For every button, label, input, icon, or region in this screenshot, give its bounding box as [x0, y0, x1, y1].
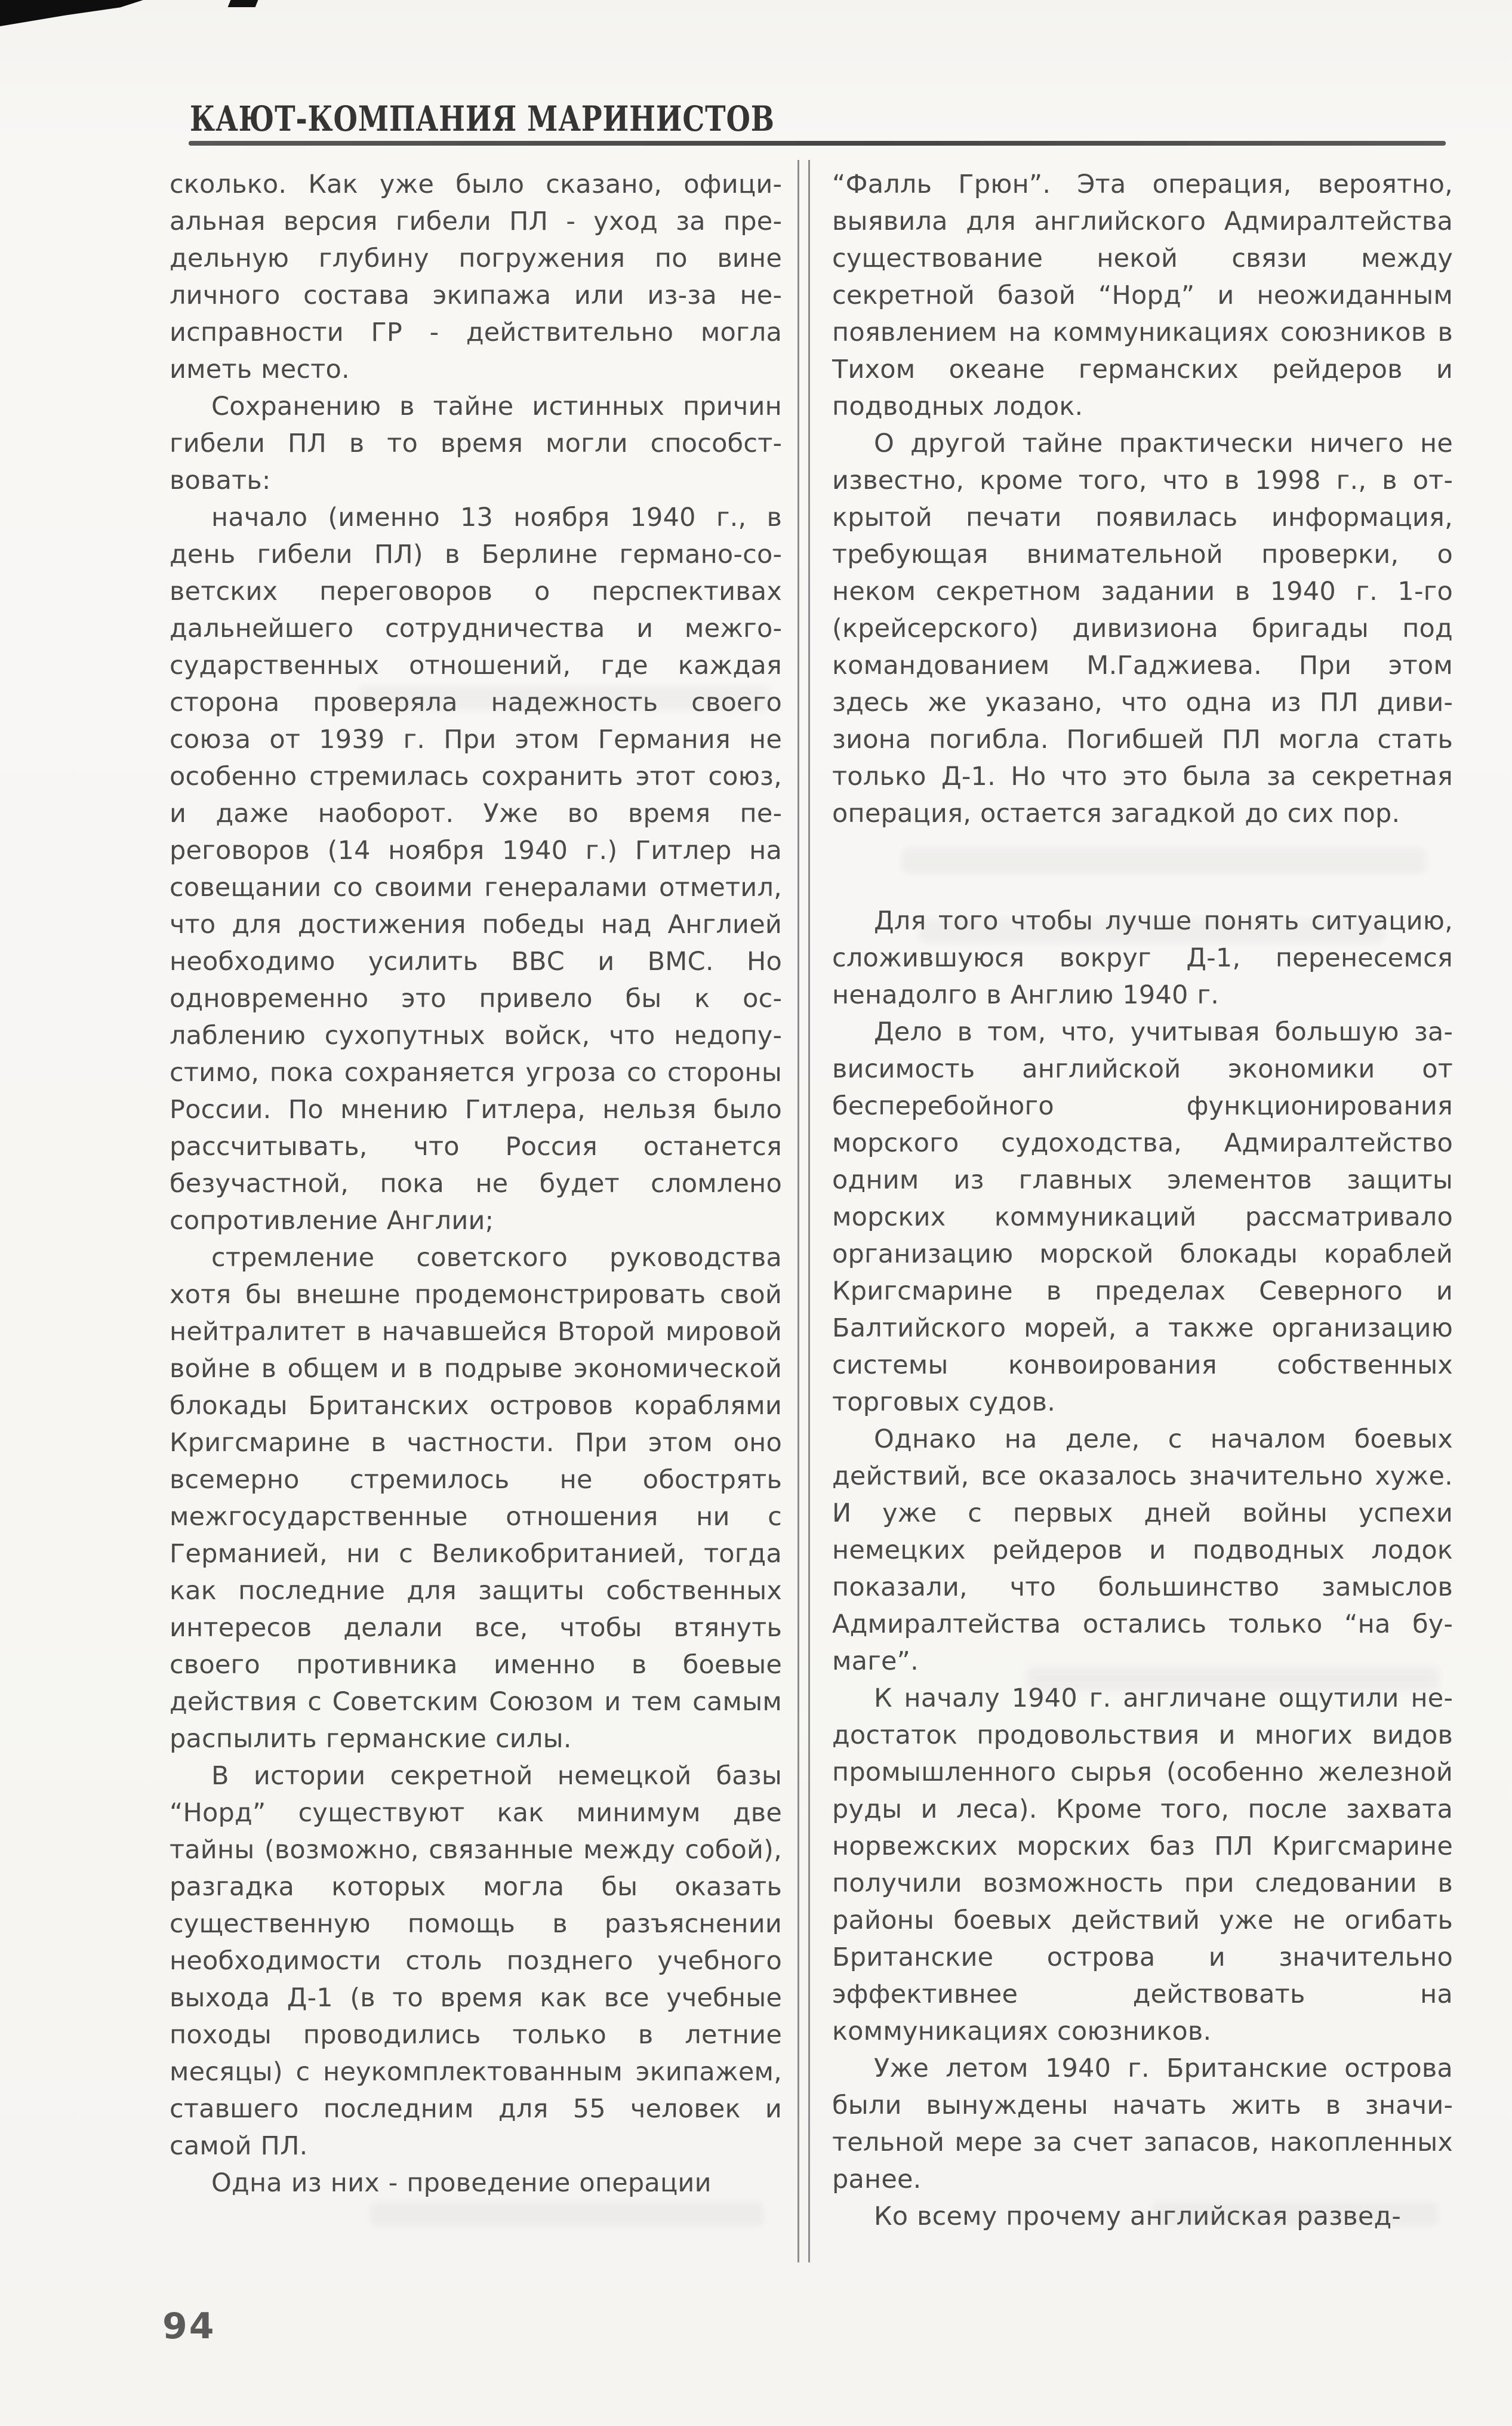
paragraph: начало (именно 13 ноября 1940 г., в день гибели ПЛ) в Берлине германо-советских переговоров о перспективах дальнейшего сотрудничества и межгосударственных отношений, где каждая сторона проверяла надежность своего союза от 1939 г. При этом Германия не особенно стремилась сохранить этот союз, и даже наоборот. Уже во время переговоров (14 ноября 1940 г.) Гитлер на совещании со своими генералами отметил, что для достижения победы над Англией необходимо усилить ВВС и ВМС. Но одновременно это привело бы к ослаблению сухопутных войск, что недопустимо, пока сохраняется угроза со стороны России. По мнению Гитлера, нельзя было рассчитывать, что Россия останется безучастной, пока не будет сломлено сопротивление Англии;	[170, 503, 782, 1236]
scan-artifact-top-left-corner	[0, 0, 143, 26]
header-rule	[189, 141, 1446, 146]
column-divider-double-line	[797, 160, 810, 2262]
paragraph: сколько. Как уже было сказано, официальная версия гибели ПЛ - уход за предельную глубину погружения по вине личного состава экипажа или из-за неисправности ГР - действительно могла иметь место.	[170, 170, 782, 384]
page-number: 94	[162, 2305, 216, 2347]
paragraph: “Фалль Грюн”. Эта операция, вероятно, выявила для английского Адмиралтейства существование некой связи между секретной базой “Норд” и неожиданным появлением на коммуникациях союзников в Тихом океане германских рейдеров и подводных лодок.	[832, 170, 1453, 421]
paragraph: Сохранению в тайне истинных причин гибели ПЛ в то время могли способствовать:	[170, 392, 782, 495]
paragraph: стремление советского руководства хотя бы внешне продемонстрировать свой нейтралитет в начавшейся Второй мировой войне в общем и в подрыве экономической блокады Британских островов кораблями Кригсмарине в частности. При этом оно всемерно стремилось не обострять межгосударственные отношения ни с Германией, ни с Великобританией, тогда как последние для защиты собственных интересов делали все, чтобы втянуть своего противника именно в боевые действия с Советским Союзом и тем самым распылить германские силы.	[170, 1243, 782, 1754]
paragraph: В истории секретной немецкой базы “Норд” существуют как минимум две тайны (возможно, связанные между собой), разгадка которых могла бы оказать существенную помощь в разъяснении необходимости столь позднего учебного выхода Д-1 (в то время как все учебные походы проводились только в летние месяцы) с неукомплектованным экипажем, ставшего последним для 55 человек и самой ПЛ.	[170, 1761, 782, 2161]
paragraph: Ко всему прочему английская развед-	[874, 2202, 1402, 2231]
left-text-column	[170, 166, 782, 2270]
right-text-column	[832, 166, 1453, 2270]
paragraph: Однако на деле, с началом боевых действий, все оказалось значительно хуже. И уже с первых дней войны успехи немецких рейдеров и подводных лодок показали, что большинство замыслов Адмиралтейства остались только “на бумаге”.	[832, 1424, 1453, 1676]
paragraph: К началу 1940 г. англичане ощутили недостаток продовольствия и многих видов промышленного сырья (особенно железной руды и леса). Кроме того, после захвата норвежских морских баз ПЛ Кригсмарине получили возможность при следовании в районы боевых действий уже не огибать Британские острова и значительно эффективнее действовать на коммуникациях союзников.	[832, 1683, 1453, 2046]
paragraph: Одна из них - проведение операции	[211, 2168, 712, 2198]
paragraph: О другой тайне практически ничего не известно, кроме того, что в 1998 г., в открытой печати появилась информация, требующая внимательной проверки, о неком секретном задании в 1940 г. 1-го (крейсерского) дивизиона бригады под командованием М.Гаджиева. При этом здесь же указано, что одна из ПЛ дивизиона погибла. Погибшей ПЛ могла стать только Д-1. Но что это была за секретная операция, остается загадкой до сих пор.	[832, 429, 1453, 829]
paragraph: Для того чтобы лучше понять ситуацию, сложившуюся вокруг Д-1, перенесемся ненадолго в Англию 1940 г.	[832, 906, 1453, 1010]
scan-artifact-top-speck	[228, 0, 258, 7]
section-title: КАЮТ-КОМПАНИЯ МАРИНИСТОВ	[190, 98, 775, 139]
paragraph: Дело в том, что, учитывая большую зависимость английской экономики от бесперебойного функционирования морского судоходства, Адмиралтейство одним из главных элементов защиты морских коммуникаций рассматривало организацию морской блокады кораблей Кригсмарине в пределах Северного и Балтийского морей, а также организацию системы конвоирования собственных торговых судов.	[832, 1017, 1453, 1417]
paragraph: Уже летом 1940 г. Британские острова были вынуждены начать жить в значительной мере за счет запасов, накопленных ранее.	[832, 2054, 1453, 2194]
